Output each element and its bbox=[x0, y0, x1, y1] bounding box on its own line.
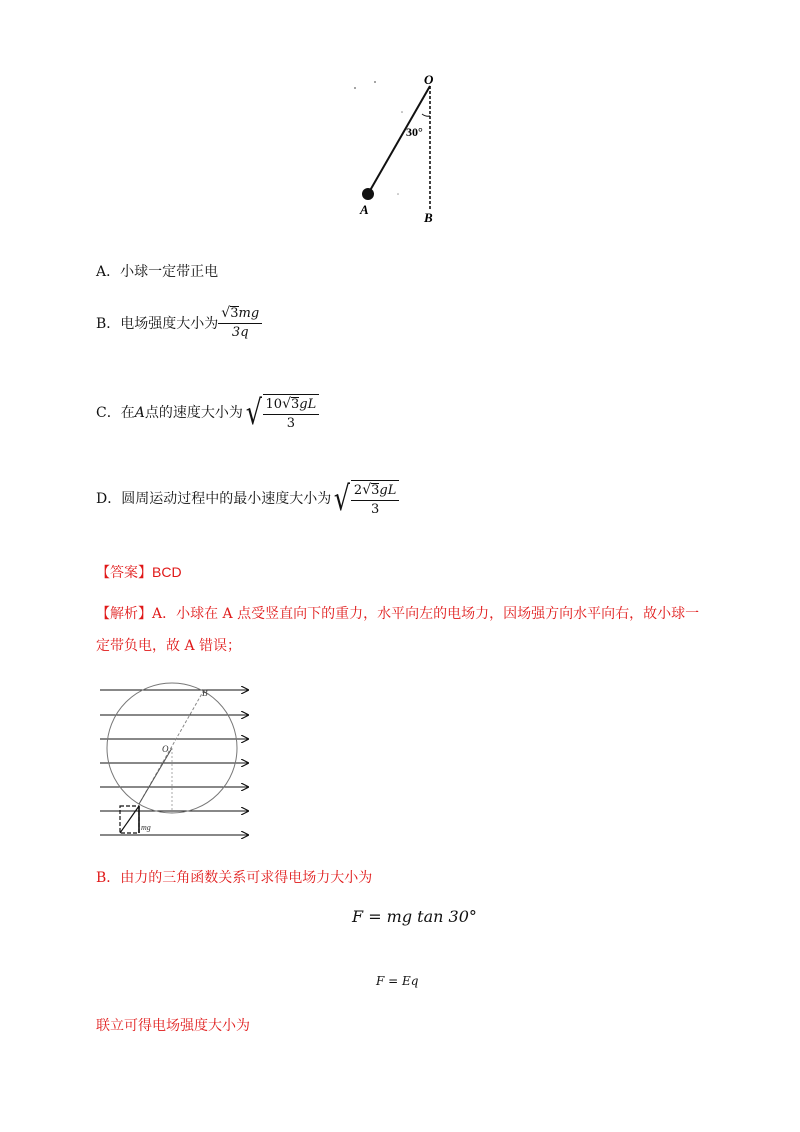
option-c-sqrt: √ 10 √ 3 gL 3 bbox=[243, 394, 319, 432]
option-d-text: 圆周运动过程中的最小速度大小为 bbox=[121, 491, 332, 507]
option-b-num-rest: mg bbox=[238, 306, 260, 321]
formula-1: F = mg tan 30° bbox=[352, 907, 477, 926]
option-c bbox=[96, 394, 319, 432]
angle-arc bbox=[422, 114, 430, 116]
speck bbox=[397, 193, 399, 195]
option-c-prefix: C． bbox=[96, 405, 121, 421]
label-o: O bbox=[424, 72, 434, 87]
resultant-force bbox=[120, 806, 139, 833]
option-d bbox=[96, 480, 399, 518]
speck bbox=[354, 87, 356, 89]
option-b-fraction: √ 3 mg 3q bbox=[218, 306, 262, 341]
conclusion-line bbox=[96, 1016, 250, 1036]
answer-value: BCD bbox=[152, 564, 182, 580]
option-d-root: 3 bbox=[371, 483, 380, 498]
option-b-text: 电场强度大小为 bbox=[120, 315, 219, 332]
label-b: B bbox=[424, 210, 433, 225]
option-a bbox=[96, 262, 218, 282]
label-a: A bbox=[360, 202, 369, 217]
conclusion-text: 联立可得电场强度大小为 bbox=[96, 1018, 250, 1034]
option-d-coef: 2 bbox=[353, 483, 363, 498]
answer-line bbox=[96, 562, 182, 583]
string-line bbox=[368, 86, 430, 194]
formula-2: F = Eq bbox=[376, 974, 419, 988]
analysis-tag: 【解析】 bbox=[96, 606, 152, 622]
option-d-den: 3 bbox=[351, 500, 399, 518]
option-d-sqrt: √ 2 √ 3 gL 3 bbox=[331, 480, 399, 518]
option-c-den: 3 bbox=[263, 414, 320, 432]
analysis-text-2: 定带负电，故 A 错误； bbox=[96, 638, 242, 654]
option-a-prefix: A． bbox=[96, 264, 121, 280]
option-c-root: 3 bbox=[290, 397, 300, 412]
label-b: B bbox=[202, 688, 208, 698]
option-c-text-after: 点的速度大小为 bbox=[144, 405, 243, 421]
option-d-num-rest: gL bbox=[379, 483, 397, 498]
option-a-text: 小球一定带正电 bbox=[120, 264, 219, 280]
radius-solid bbox=[139, 748, 172, 804]
option-c-text-before: 在 bbox=[120, 405, 135, 421]
ball bbox=[362, 188, 374, 200]
pendulum-figure bbox=[340, 70, 460, 230]
option-b-prefix: B． bbox=[96, 315, 121, 332]
answer-tag: 【答案】 bbox=[96, 565, 152, 581]
option-b bbox=[96, 306, 262, 341]
speck bbox=[401, 111, 403, 113]
option-d-prefix: D． bbox=[96, 491, 122, 507]
analysis-b-line bbox=[96, 868, 372, 888]
speck bbox=[374, 81, 376, 83]
option-c-point: A bbox=[134, 405, 145, 421]
option-c-num-rest: gL bbox=[299, 397, 317, 412]
option-c-coef: 10 bbox=[265, 397, 283, 412]
option-b-den: 3q bbox=[218, 323, 262, 341]
option-b-root: 3 bbox=[230, 306, 239, 321]
label-o: O bbox=[162, 744, 169, 754]
analysis-text-1: A．小球在 A 点受竖直向下的重力，水平向左的电场力，因场强方向水平向右，故小球一 bbox=[152, 606, 700, 622]
label-mg: mg bbox=[141, 823, 151, 832]
analysis-b-text: B．由力的三角函数关系可求得电场力大小为 bbox=[96, 870, 373, 886]
field-figure bbox=[96, 680, 256, 840]
analysis-line-2 bbox=[96, 636, 241, 656]
label-angle: 30° bbox=[406, 125, 423, 139]
analysis-line-1 bbox=[96, 604, 699, 624]
